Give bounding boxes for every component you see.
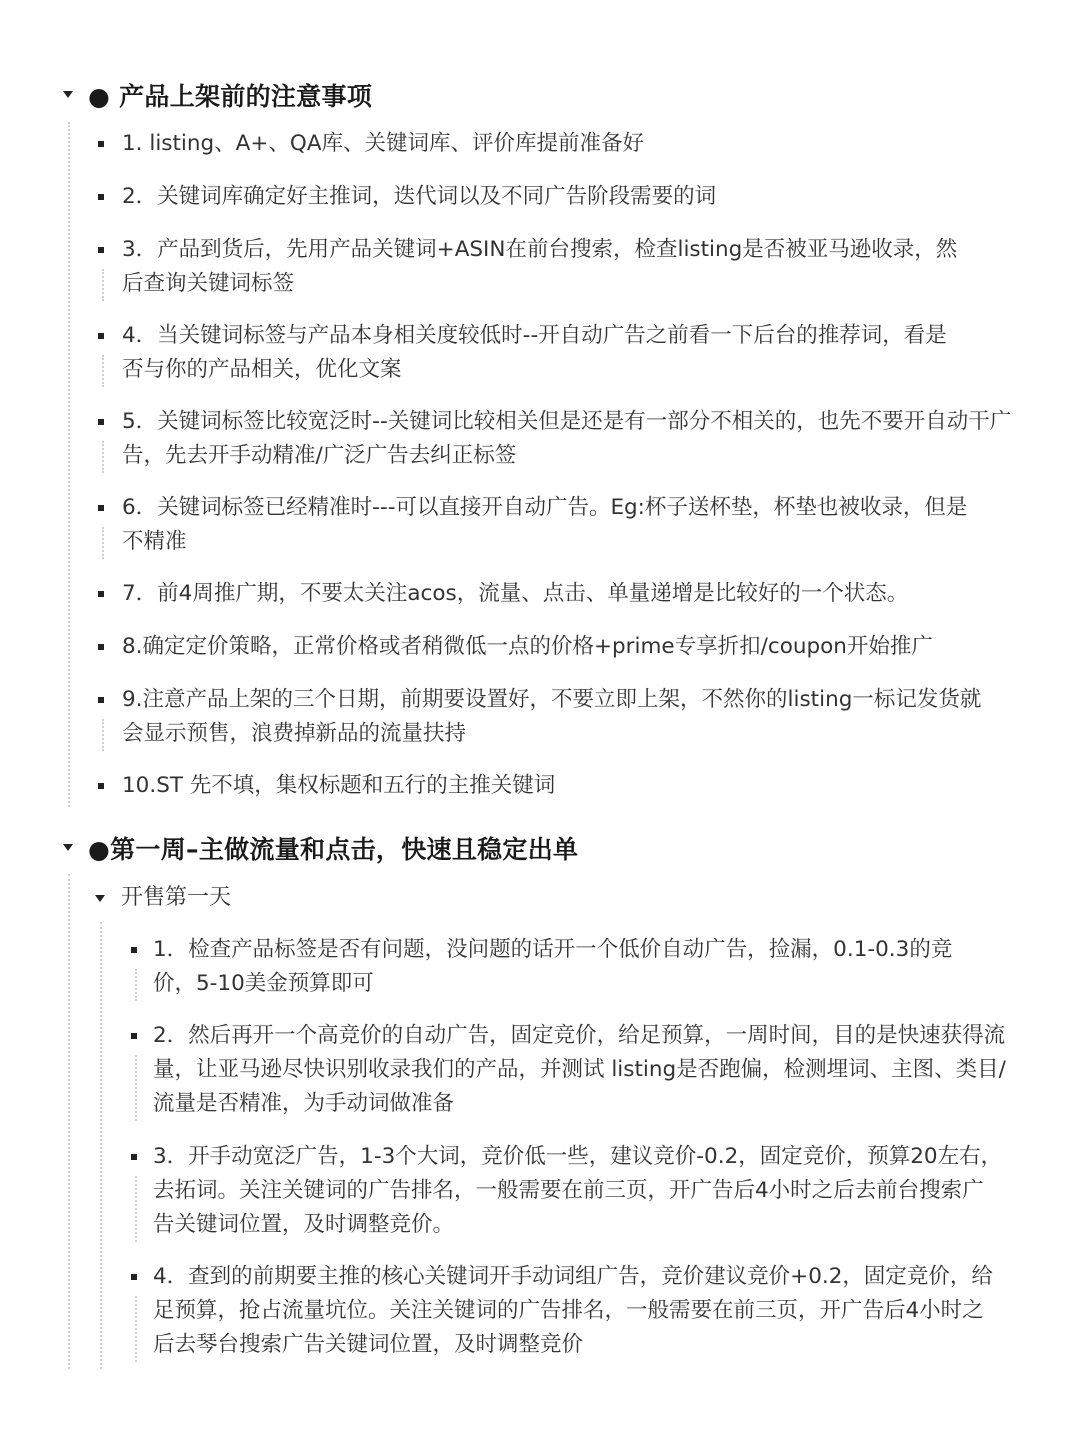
list-item (122, 180, 1002, 214)
bullet-icon (98, 333, 104, 339)
list-item-text: 10.ST 先不填，集权标题和五行的主推关键词 (122, 773, 556, 798)
list-item (122, 233, 967, 301)
indent-guide (68, 874, 70, 1369)
bullet-icon (98, 419, 104, 425)
list-item (122, 769, 1002, 803)
bullet-icon (98, 247, 104, 253)
list-item-text: 2．关键词库确定好主推词，迭代词以及不同广告阶段需要的词 (122, 184, 717, 209)
list-item (153, 933, 993, 1001)
list-item-text: 4．当关键词标签与产品本身相关度较低时--开自动广告之前看一下后台的推荐词，看是否与你的产品相关，优化文案 (122, 323, 947, 382)
bullet-icon (131, 1033, 137, 1039)
indent-guide (68, 122, 70, 807)
bullet-icon (131, 1154, 137, 1160)
collapse-caret-icon[interactable] (63, 91, 73, 98)
list-item (122, 127, 1002, 161)
collapse-caret-icon[interactable] (95, 895, 105, 902)
subsection-title: 开售第一天 (121, 885, 232, 910)
list-item-text: 4．查到的前期要主推的核心关键词开手动词组广告，竞价建议竞价+0.2，固定竞价，给足预算，抢占流量坑位。关注关键词的广告排名，一般需要在前三页，开广告后4小时之后去琴台搜索广告关键词位置，及时调整竞价 (153, 1264, 993, 1357)
bullet-icon (98, 783, 104, 789)
list-item-text: 6．关键词标签已经精准时---可以直接开自动广告。Eg:杯子送杯垫，杯垫也被收录，但是不精准 (122, 495, 968, 554)
section-title: ● 产品上架前的注意事项 (88, 82, 373, 111)
indent-guide (135, 969, 137, 1001)
list-item-text: 2．然后再开一个高竞价的自动广告，固定竞价，给足预算，一周时间，目的是快速获得流量，让亚马逊尽快识别收录我们的产品，并测试 listing是否跑偏，检测埋词、主图、类目/流量是否精准，为手动词做准备 (153, 1023, 1006, 1116)
list-item (122, 577, 1022, 611)
indent-guide (102, 441, 104, 473)
subsection-header[interactable] (0, 881, 1080, 915)
list-item-text: 1. listing、A+、QA库、关键词库、评价库提前准备好 (122, 131, 645, 156)
bullet-icon (98, 141, 104, 147)
list-item-text: 9.注意产品上架的三个日期，前期要设置好，不要立即上架，不然你的listing一标记发货就会显示预售，浪费掉新品的流量扶持 (122, 687, 982, 746)
bullet-icon (131, 947, 137, 953)
list-item-text: 5．关键词标签比较宽泛时--关键词比较相关但是还是有一部分不相关的，也先不要开自动干广告，先去开手动精准/广泛广告去纠正标签 (122, 409, 1012, 468)
section-header[interactable] (0, 827, 1080, 867)
bullet-icon (98, 644, 104, 650)
list-item (122, 491, 982, 559)
list-item-text: 3．开手动宽泛广告，1-3个大词，竞价低一些，建议竞价-0.2，固定竞价，预算20左右，去拓词。关注关键词的广告排名，一般需要在前三页，开广告后4小时之后去前台搜索广告关键词位置，及时调整竞价。 (153, 1144, 1003, 1237)
indent-guide (102, 269, 104, 301)
indent-guide (102, 355, 104, 387)
bullet-icon (98, 697, 104, 703)
indent-guide (135, 1176, 137, 1242)
bullet-icon (98, 505, 104, 511)
indent-guide (135, 1055, 137, 1121)
list-item (122, 630, 1022, 664)
list-item (153, 1140, 1003, 1242)
list-item-text: 8.确定定价策略，正常价格或者稍微低一点的价格+prime专享折扣/coupon开始推广 (122, 634, 933, 659)
list-item (153, 1260, 998, 1362)
list-item-text: 3．产品到货后，先用产品关键词+ASIN在前台搜索，检查listing是否被亚马逊收录，然后查询关键词标签 (122, 237, 958, 296)
list-item-text: 1．检查产品标签是否有问题，没问题的话开一个低价自动广告，捡漏，0.1-0.3的竞价，5-10美金预算即可 (153, 937, 953, 996)
bullet-icon (98, 591, 104, 597)
indent-guide (102, 719, 104, 751)
list-item (122, 683, 1002, 751)
section-title: ●第一周–主做流量和点击，快速且稳定出单 (88, 835, 579, 864)
indent-guide (100, 922, 102, 1369)
indent-guide (102, 527, 104, 559)
section-header[interactable] (0, 74, 1080, 114)
list-item-text: 7．前4周推广期，不要太关注acos，流量、点击、单量递增是比较好的一个状态。 (122, 581, 909, 606)
list-item (122, 319, 967, 387)
bullet-icon (98, 194, 104, 200)
bullet-icon (131, 1274, 137, 1280)
list-item (122, 405, 1012, 473)
indent-guide (135, 1296, 137, 1362)
list-item (153, 1019, 1008, 1121)
collapse-caret-icon[interactable] (63, 844, 73, 851)
